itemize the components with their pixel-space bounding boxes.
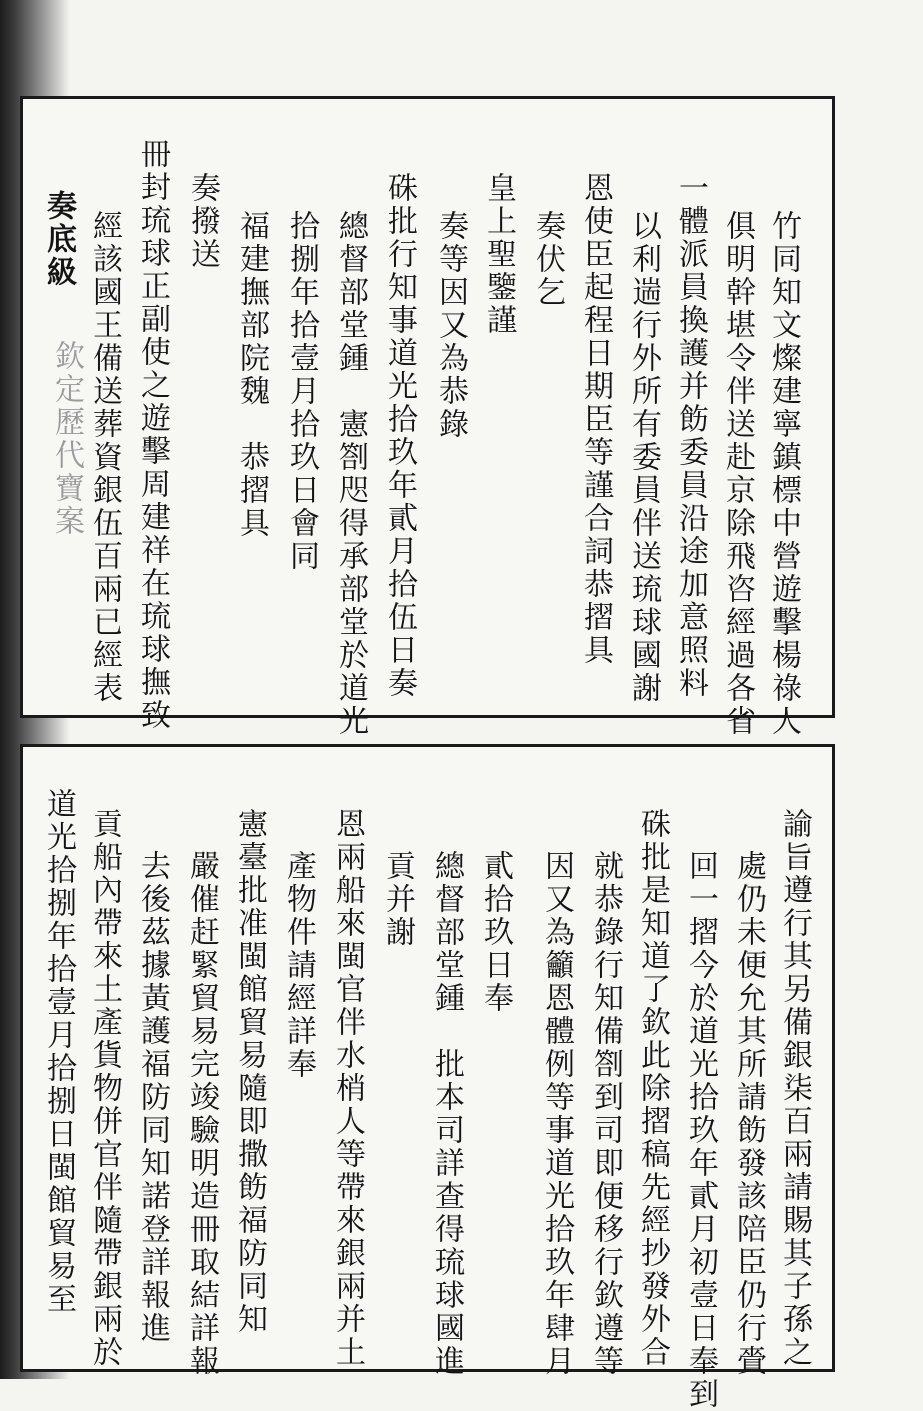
bottom-column-15: 貢船內帶來土產貨物併官伴隨帶銀兩於 [87, 808, 122, 1369]
bottom-column-2: 處仍未便允其所請飭發該陪臣仍行賫 [731, 850, 766, 1378]
bottom-column-13: 嚴催赶緊貿易完竣驗明造冊取結詳報 [184, 850, 219, 1378]
bottom-column-10: 恩兩船來閩官伴水梢人等帶來銀兩并土 [330, 808, 365, 1369]
bottom-column-7: 貳拾玖日奉 [478, 850, 513, 1015]
bottom-column-4: 硃批是知道了欽此除摺稿先經抄發外合 [635, 808, 670, 1369]
top-column-13: 奏撥送 [185, 172, 220, 271]
top-column-12: 福建撫部院魏 恭摺具 [234, 210, 269, 540]
bottom-column-6: 因又為籲恩體例等事道光拾玖年肆月 [539, 850, 574, 1378]
top-column-3: 一體派員換護并飭委員沿途加意照料 [673, 172, 708, 700]
top-column-11: 拾捌年拾壹月拾玖日會同 [284, 210, 319, 573]
bottom-column-11: 產物件請經詳奉 [281, 850, 316, 1081]
bottom-column-3: 回一摺今於道光拾玖年貳月初壹日奉到 [683, 850, 718, 1411]
top-column-14: 冊封琉球正副使之遊擊周建祥在琉球撫致 [135, 138, 170, 732]
top-column-15: 經該國王備送葬資銀伍百兩已經表 [87, 210, 122, 705]
bottom-column-5: 就恭錄行知備劄到司即便移行欽遵等 [588, 850, 623, 1378]
bottom-column-1: 諭旨遵行其另備銀柒百兩請賜其子孫之 [777, 808, 812, 1369]
top-column-8: 奏等因又為恭錄 [433, 210, 468, 441]
top-column-4: 以利遄行外所有委員伴送琉球國謝 [626, 210, 661, 705]
bottom-column-12: 憲臺批准閩館貿易隨即撒飭福防同知 [232, 808, 267, 1336]
bottom-column-16: 道光拾捌年拾壹月拾捌日閩館貿易至 [41, 788, 76, 1316]
top-column-7: 皇上聖鑒謹 [481, 172, 516, 337]
top-margin-label: 奏底級 [41, 190, 76, 289]
bottom-column-9: 貢并謝 [380, 850, 415, 949]
bottom-column-8: 總督部堂鍾 批本司詳查得琉球國進 [429, 850, 464, 1378]
top-column-1: 竹同知文燦建寧鎮標中營遊擊楊祿人 [766, 210, 801, 738]
top-column-6: 奏伏乞 [530, 210, 565, 309]
top-column-10: 總督部堂鍾 憲劄咫得承部堂於道光 [333, 210, 368, 738]
top-column-5: 恩使臣起程日期臣等謹合詞恭摺具 [578, 172, 613, 667]
top-column-2: 俱明幹堪令伴送赴京除飛咨經過各省 [720, 210, 755, 738]
bottom-column-14: 去後茲據黃護福防同知諾登詳報進 [135, 850, 170, 1345]
top-faint-header-column: 欽定歷代寶案 [49, 340, 84, 538]
top-column-9: 硃批行知事道光拾玖年貳月拾伍日奏 [382, 172, 417, 700]
